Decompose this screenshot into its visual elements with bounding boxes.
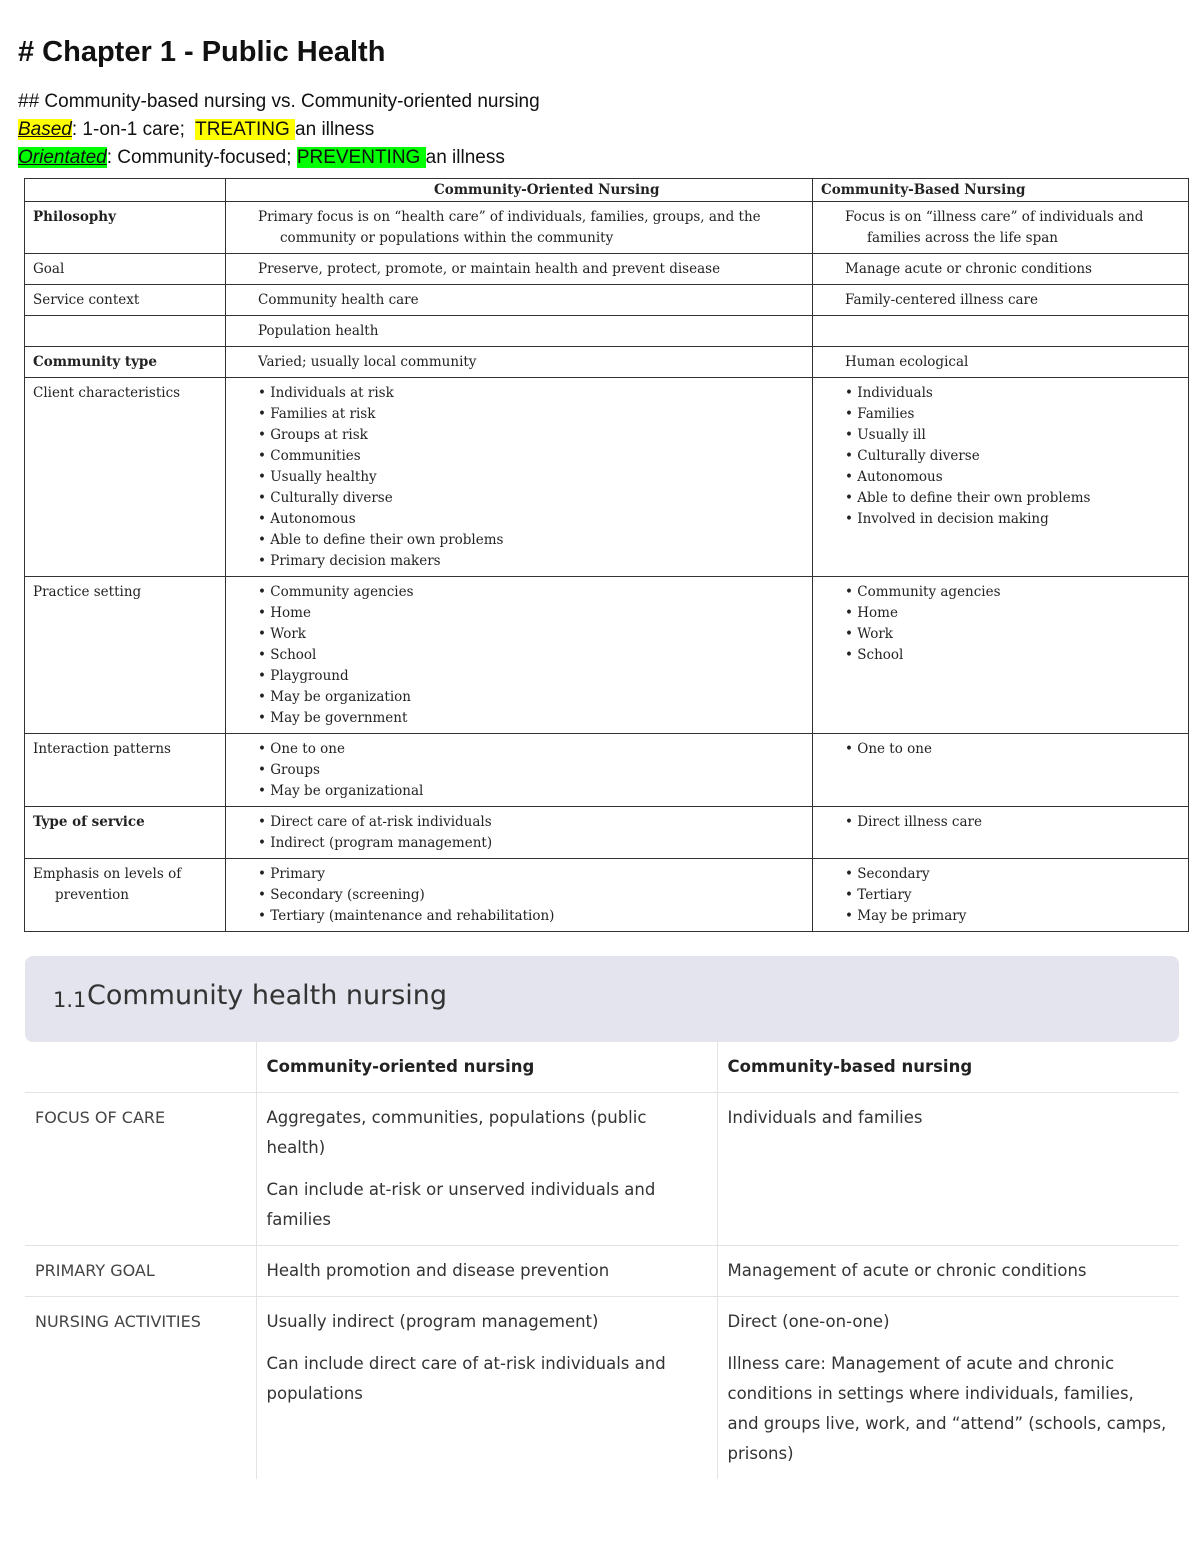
cell-paragraph: Usually indirect (program management): [266, 1312, 599, 1331]
bullet-list: [258, 582, 804, 729]
cell: Preserve, protect, promote, or maintain health and prevent disease: [226, 254, 813, 285]
header-community-based: Community-Based Nursing: [813, 179, 1189, 202]
list-item: • Involved in decision making: [845, 509, 1180, 530]
cell: [226, 202, 813, 254]
row-label: [25, 859, 226, 932]
section-header: [25, 956, 1179, 1042]
row-label: NURSING ACTIVITIES: [35, 1312, 201, 1331]
cell: [226, 378, 813, 577]
list-item: • Usually ill: [845, 425, 1180, 446]
based-text-end: an illness: [295, 119, 375, 140]
list-item: • Groups at risk: [258, 425, 804, 446]
cell: [813, 202, 1189, 254]
cell: Human ecological: [813, 347, 1189, 378]
list-item: • One to one: [258, 739, 804, 760]
based-definition: [18, 118, 374, 142]
list-item: • Autonomous: [258, 509, 804, 530]
row-label: Goal: [25, 254, 226, 285]
list-item: • Families: [845, 404, 1180, 425]
cell-line: Focus is on “illness care” of individuals and: [845, 209, 1144, 225]
section-number: 1.1: [53, 988, 87, 1012]
list-item: • Direct care of at-risk individuals: [258, 812, 804, 833]
cell-paragraph: Illness care: Management of acute and chronic conditions in settings where individuals, families, and groups live, work, and “attend” (schools, camps, prisons): [727, 1354, 1167, 1463]
based-term: Based: [18, 119, 72, 140]
oriented-definition: [18, 146, 505, 170]
list-item: • School: [845, 645, 1180, 666]
cell: Management of acute or chronic conditions: [717, 1246, 1179, 1297]
header-blank: [25, 1041, 256, 1093]
oriented-text-end: an illness: [425, 147, 505, 168]
cell: Manage acute or chronic conditions: [813, 254, 1189, 285]
row-label: Client characteristics: [25, 378, 226, 577]
cell-paragraph: Can include direct care of at-risk individuals and populations: [266, 1354, 666, 1403]
cell: Family-centered illness care: [813, 285, 1189, 316]
row-label-line: Emphasis on levels of: [33, 866, 182, 882]
cell: [226, 734, 813, 807]
list-item: • Tertiary (maintenance and rehabilitation): [258, 906, 804, 927]
list-item: • Primary: [258, 864, 804, 885]
row-label: PRIMARY GOAL: [25, 1246, 256, 1297]
bullet-list: [258, 739, 804, 802]
list-item: • Indirect (program management): [258, 833, 804, 854]
row-label: Philosophy: [25, 202, 226, 254]
table-row: [25, 347, 1189, 378]
bullet-list: [845, 739, 1180, 760]
header-community-based: Community-based nursing: [717, 1041, 1179, 1093]
cell: Population health: [226, 316, 813, 347]
cell: [813, 378, 1189, 577]
row-label: Type of service: [25, 807, 226, 859]
list-item: • Community agencies: [258, 582, 804, 603]
cell: [813, 577, 1189, 734]
based-text: : 1-on-1 care;: [71, 119, 196, 140]
list-item: • Home: [258, 603, 804, 624]
row-label: Service context: [25, 285, 226, 316]
table-row: [25, 316, 1189, 347]
table-header-row: [25, 179, 1189, 202]
cell-paragraph: Can include at-risk or unserved individuals and families: [266, 1180, 656, 1229]
comparison-table-1: [24, 178, 1189, 932]
row-label: FOCUS OF CARE: [25, 1093, 256, 1246]
table-row: [25, 378, 1189, 577]
table-row: [25, 807, 1189, 859]
table-row: [25, 859, 1189, 932]
section-title: Community health nursing: [87, 980, 448, 1011]
list-item: • School: [258, 645, 804, 666]
list-item: • Secondary (screening): [258, 885, 804, 906]
table-row: [25, 285, 1189, 316]
table-row: [25, 1297, 1179, 1480]
cell: Health promotion and disease prevention: [256, 1246, 717, 1297]
list-item: • Culturally diverse: [258, 488, 804, 509]
subheading: ## Community-based nursing vs. Community-oriented nursing: [18, 91, 540, 112]
preventing-highlight: PREVENTING: [296, 147, 426, 168]
list-item: • Home: [845, 603, 1180, 624]
row-label: Practice setting: [25, 577, 226, 734]
oriented-term: Orientated: [18, 147, 107, 168]
list-item: • May be organization: [258, 687, 804, 708]
cell-paragraph: Direct (one-on-one): [727, 1312, 890, 1331]
list-item: • May be primary: [845, 906, 1180, 927]
list-item: • Communities: [258, 446, 804, 467]
bullet-list: [845, 383, 1180, 530]
row-label: Community type: [25, 347, 226, 378]
cell: [226, 577, 813, 734]
cell: [813, 807, 1189, 859]
list-item: • Tertiary: [845, 885, 1180, 906]
cell: [226, 807, 813, 859]
table-header-row: [25, 1041, 1179, 1093]
table-row: [25, 577, 1189, 734]
list-item: • Usually healthy: [258, 467, 804, 488]
cell-line: Primary focus is on “health care” of individuals, families, groups, and the: [258, 209, 761, 225]
row-label: [25, 316, 226, 347]
list-item: • Playground: [258, 666, 804, 687]
list-item: • Culturally diverse: [845, 446, 1180, 467]
list-item: • Work: [845, 624, 1180, 645]
cell-line: families across the life span: [867, 230, 1058, 246]
bullet-list: [845, 582, 1180, 666]
treating-highlight: TREATING: [195, 119, 296, 140]
list-item: • Individuals: [845, 383, 1180, 404]
list-item: • Able to define their own problems: [845, 488, 1180, 509]
cell-paragraph: Aggregates, communities, populations (public health): [266, 1108, 647, 1157]
list-item: • Direct illness care: [845, 812, 1180, 833]
list-item: • Groups: [258, 760, 804, 781]
page-title: # Chapter 1 - Public Health: [18, 36, 386, 68]
header-community-oriented: Community-oriented nursing: [256, 1041, 717, 1093]
cell: Community health care: [226, 285, 813, 316]
row-label-line: prevention: [55, 887, 129, 903]
cell-line: community or populations within the community: [280, 230, 614, 246]
table-row: [25, 1246, 1179, 1297]
bullet-list: [258, 864, 804, 927]
list-item: • Primary decision makers: [258, 551, 804, 572]
bullet-list: [845, 864, 1180, 927]
cell: [226, 859, 813, 932]
row-label: Interaction patterns: [25, 734, 226, 807]
cell: Individuals and families: [717, 1093, 1179, 1246]
cell: [717, 1297, 1179, 1480]
bullet-list: [845, 812, 1180, 833]
list-item: • Able to define their own problems: [258, 530, 804, 551]
cell: Varied; usually local community: [226, 347, 813, 378]
oriented-text: : Community-focused;: [106, 147, 297, 168]
table-row: [25, 1093, 1179, 1246]
list-item: • May be government: [258, 708, 804, 729]
table-row: [25, 734, 1189, 807]
list-item: • Families at risk: [258, 404, 804, 425]
cell: [256, 1093, 717, 1246]
list-item: • Community agencies: [845, 582, 1180, 603]
cell: [813, 734, 1189, 807]
bullet-list: [258, 812, 804, 854]
header-community-oriented: Community-Oriented Nursing: [226, 179, 813, 202]
header-blank: [25, 179, 226, 202]
comparison-table-2: [25, 1041, 1179, 1479]
list-item: • May be organizational: [258, 781, 804, 802]
cell: [256, 1297, 717, 1480]
list-item: • Autonomous: [845, 467, 1180, 488]
table-row: [25, 202, 1189, 254]
list-item: • Secondary: [845, 864, 1180, 885]
table-row: [25, 254, 1189, 285]
list-item: • Individuals at risk: [258, 383, 804, 404]
cell: [813, 316, 1189, 347]
bullet-list: [258, 383, 804, 572]
cell: [813, 859, 1189, 932]
list-item: • One to one: [845, 739, 1180, 760]
list-item: • Work: [258, 624, 804, 645]
